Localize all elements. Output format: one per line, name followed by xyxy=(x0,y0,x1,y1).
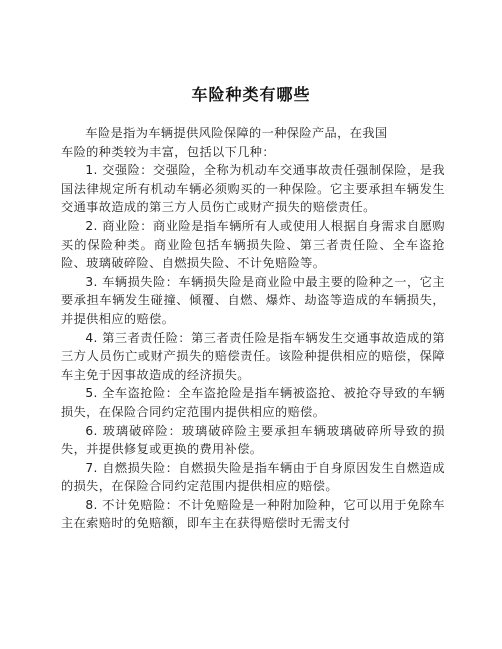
paragraph-item-7: 7. 自燃损失险：自燃损失险是指车辆由于自身原因发生自燃造成的损失，在保险合同约定范围内提供相应的赔偿。 xyxy=(61,460,445,494)
paragraph-item-6: 6. 玻璃破碎险：玻璃破碎险主要承担车辆玻璃破碎所导致的损失，并提供修复或更换的费用补偿。 xyxy=(61,423,445,457)
paragraph-item-4: 4. 第三者责任险：第三者责任险是指车辆发生交通事故造成的第三方人员伤亡或财产损失的赔偿责任。该险种提供相应的赔偿，保障车主免于因事故造成的经济损失。 xyxy=(61,330,445,382)
paragraph-item-5: 5. 全车盗抢险：全车盗抢险是指车辆被盗抢、被抢夺导致的车辆损失，在保险合同约定范围内提供相应的赔偿。 xyxy=(61,386,445,419)
paragraph-item-3: 3. 车辆损失险：车辆损失险是商业险中最主要的险种之一，它主要承担车辆发生碰撞、倾覆、自燃、爆炸、劫盗等造成的车辆损失，并提供相应的赔偿。 xyxy=(61,274,445,326)
paragraph-item-8: 8. 不计免赔险：不计免赔险是一种附加险种，它可以用于免除车主在索赔时的免赔额，即车主在获得赔偿时无需支付 xyxy=(61,497,445,531)
paragraph-intro-continued: 车险的种类较为丰富，包括以下几种： xyxy=(61,144,275,159)
page-title: 车险种类有哪些 xyxy=(191,85,311,104)
paragraph-item-1: 1. 交强险：交强险，全称为机动车交通事故责任强制保险，是我国法律规定所有机动车辆必须购买的一种保险。它主要承担车辆发生交通事故造成的第三方人员伤亡或财产损失的赔偿责任。 xyxy=(61,163,445,215)
paragraph-intro: 车险是指为车辆提供风险保障的一种保险产品，在我国 xyxy=(85,126,388,140)
document-body xyxy=(61,124,445,533)
paragraph-item-2: 2. 商业险：商业险是指车辆所有人或使用人根据自身需求自愿购买的保险种类。商业险包括车辆损失险、第三者责任险、全车盗抢险、玻璃破碎险、自燃损失险、不计免赔险等。 xyxy=(61,218,445,271)
